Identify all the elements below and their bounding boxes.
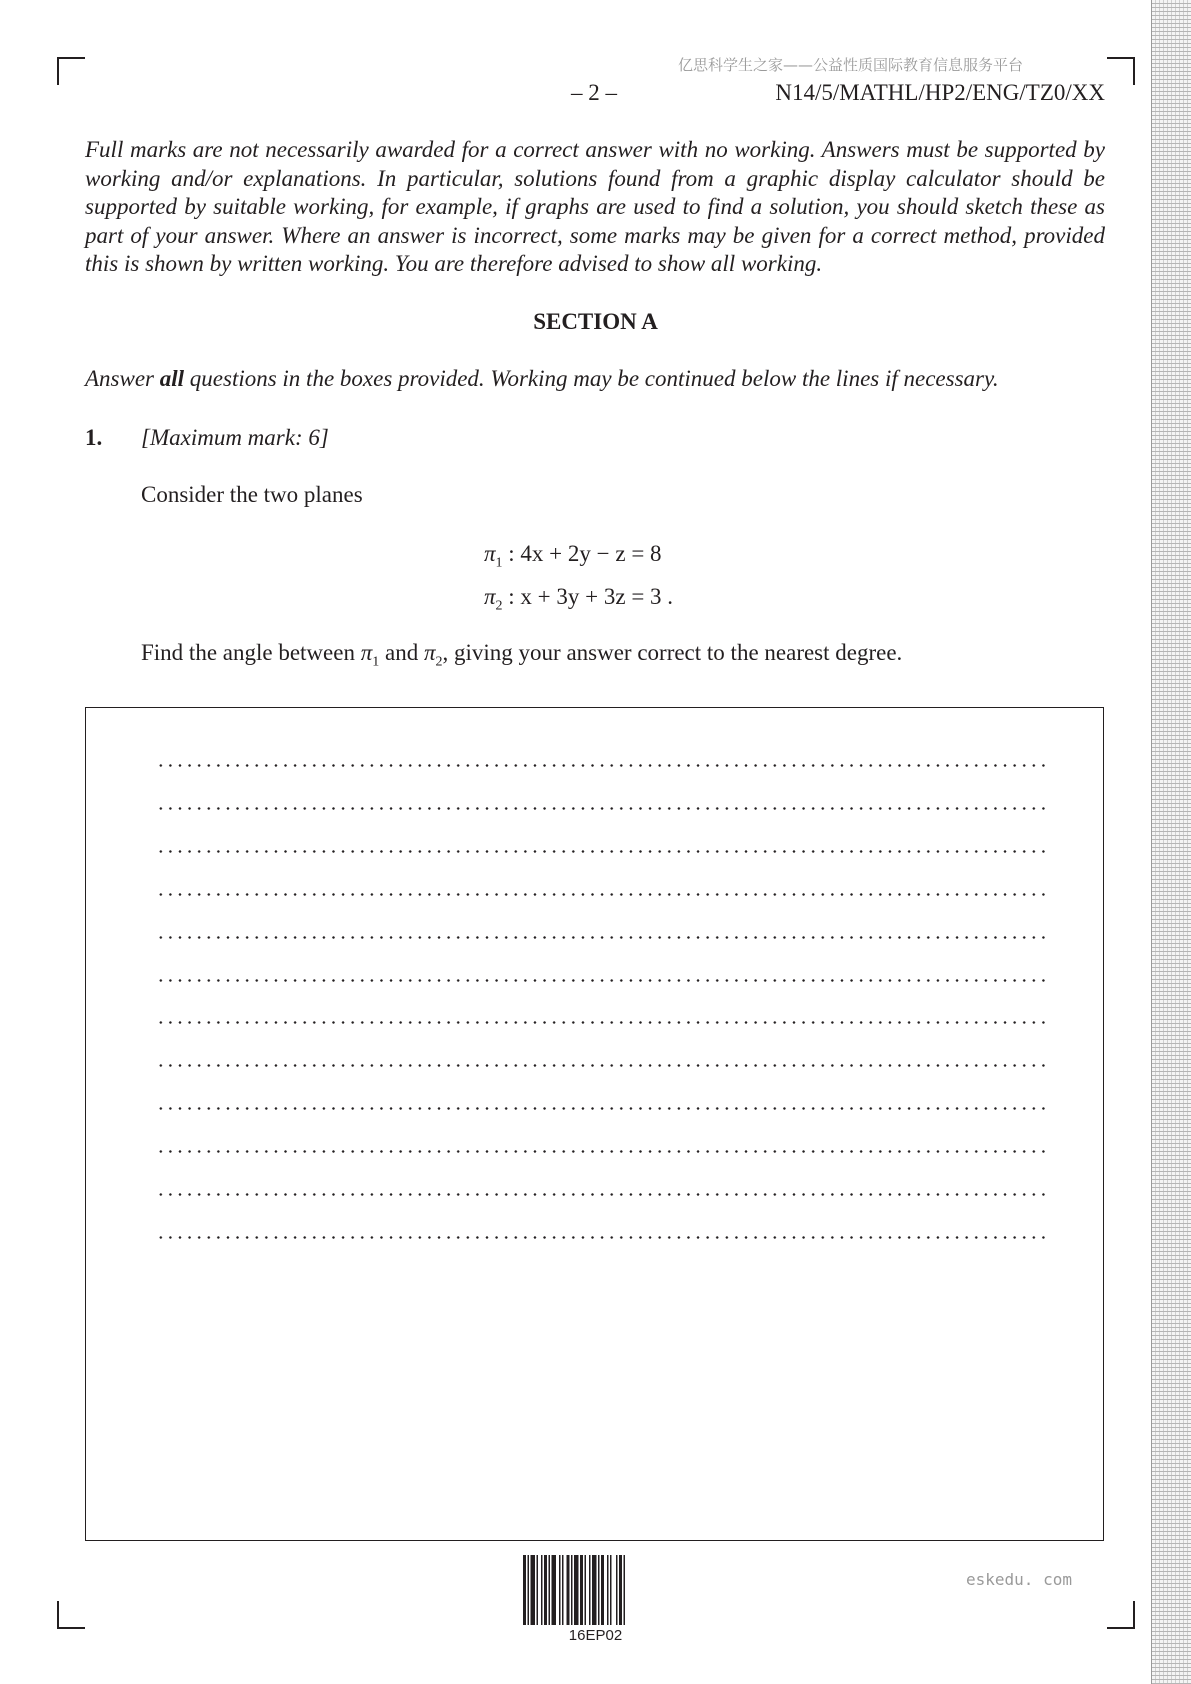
header-watermark: 亿思科学生之家——公益性质国际教育信息服务平台 [678, 56, 1024, 74]
plane-equation-2 [484, 584, 673, 615]
answer-instruction [85, 366, 999, 392]
plane-equation-1 [484, 541, 662, 572]
barcode-bar [610, 1555, 612, 1625]
barcode-bar [541, 1555, 543, 1625]
barcode-bar [574, 1555, 579, 1625]
barcode-bar [616, 1555, 618, 1625]
question-number: 1. [85, 425, 103, 450]
answer-line[interactable] [156, 979, 1048, 982]
barcode-bar [585, 1555, 587, 1625]
edge-strip [1151, 0, 1191, 1684]
answer-line[interactable] [156, 1021, 1048, 1024]
barcode-bar [552, 1555, 557, 1625]
barcode-bar [549, 1555, 551, 1625]
barcode-bar [531, 1555, 536, 1625]
page-number: – 2 – [571, 80, 617, 105]
task-text-start: Find the angle between [141, 640, 361, 665]
barcode-bar [537, 1555, 539, 1625]
pi-subscript: 1 [495, 555, 503, 571]
barcode-bar [571, 1555, 573, 1625]
answer-line[interactable] [156, 807, 1048, 810]
max-mark: [Maximum mark: 6] [141, 425, 329, 450]
section-heading: SECTION A [533, 309, 658, 334]
task-and: and [379, 640, 424, 665]
answer-line[interactable] [156, 1150, 1048, 1153]
barcode-bar [619, 1555, 622, 1625]
pi-symbol: π [423, 640, 436, 665]
pi-symbol: π [484, 584, 496, 609]
footer-watermark: eskedu. com [966, 1570, 1072, 1589]
barcode-bar [523, 1555, 526, 1625]
barcode-bar [601, 1555, 604, 1625]
barcode-bar [562, 1555, 564, 1625]
pi-subscript: 2 [435, 654, 443, 670]
crop-mark-bottom-right [1107, 1601, 1135, 1629]
barcode-bar [559, 1555, 561, 1625]
barcode-label: 16EP02 [568, 1627, 623, 1644]
barcode-bar [589, 1555, 591, 1625]
equation-body: : 4x + 2y − z = 8 [502, 541, 662, 566]
equation-body: : x + 3y + 3z = 3 . [502, 584, 674, 609]
answer-line[interactable] [156, 1064, 1048, 1067]
barcode-bar [528, 1555, 530, 1625]
question-task [141, 640, 902, 671]
paper-code: N14/5/MATHL/HP2/ENG/TZ0/XX [775, 80, 1105, 105]
task-text-end: , giving your answer correct to the nearest degree. [442, 640, 903, 665]
answer-line[interactable] [156, 1193, 1048, 1196]
answer-line[interactable] [156, 764, 1048, 767]
pi-subscript: 2 [495, 598, 503, 614]
pi-subscript: 1 [372, 654, 380, 670]
answer-line[interactable] [156, 1107, 1048, 1110]
barcode-bar [607, 1555, 609, 1625]
instructions-paragraph: Full marks are not necessarily awarded for a correct answer with no working. Answers must be supported by working and/or explanations. In particular, solutions found from a graphic display calculator should be supported by suitable working, for example, if graphs are used to find a solution, you should sketch these as part of your answer. Where an answer is incorrect, some marks may be given for a correct method, provided this is shown by written working. You are therefore advised to show all working. [85, 137, 1105, 277]
pi-symbol: π [484, 541, 496, 566]
answer-instruction-suffix: questions in the boxes provided. Working may be continued below the lines if necessary. [184, 366, 999, 391]
answer-line[interactable] [156, 1236, 1048, 1239]
answer-line[interactable] [156, 893, 1048, 896]
question-intro: Consider the two planes [141, 482, 363, 507]
answer-instruction-prefix: Answer [85, 366, 160, 391]
barcode [523, 1555, 668, 1625]
crop-mark-top-right [1107, 57, 1135, 85]
answer-box[interactable] [85, 707, 1104, 1541]
barcode-bar [598, 1555, 600, 1625]
answer-line[interactable] [156, 850, 1048, 853]
barcode-bar [592, 1555, 597, 1625]
crop-mark-bottom-left [57, 1601, 85, 1629]
answer-instruction-bold: all [159, 366, 185, 391]
barcode-bar [567, 1555, 570, 1625]
pi-symbol: π [360, 640, 373, 665]
answer-line[interactable] [156, 936, 1048, 939]
barcode-bar [580, 1555, 583, 1625]
crop-mark-top-left [57, 57, 85, 85]
barcode-bar [544, 1555, 547, 1625]
barcode-bar [624, 1555, 626, 1625]
